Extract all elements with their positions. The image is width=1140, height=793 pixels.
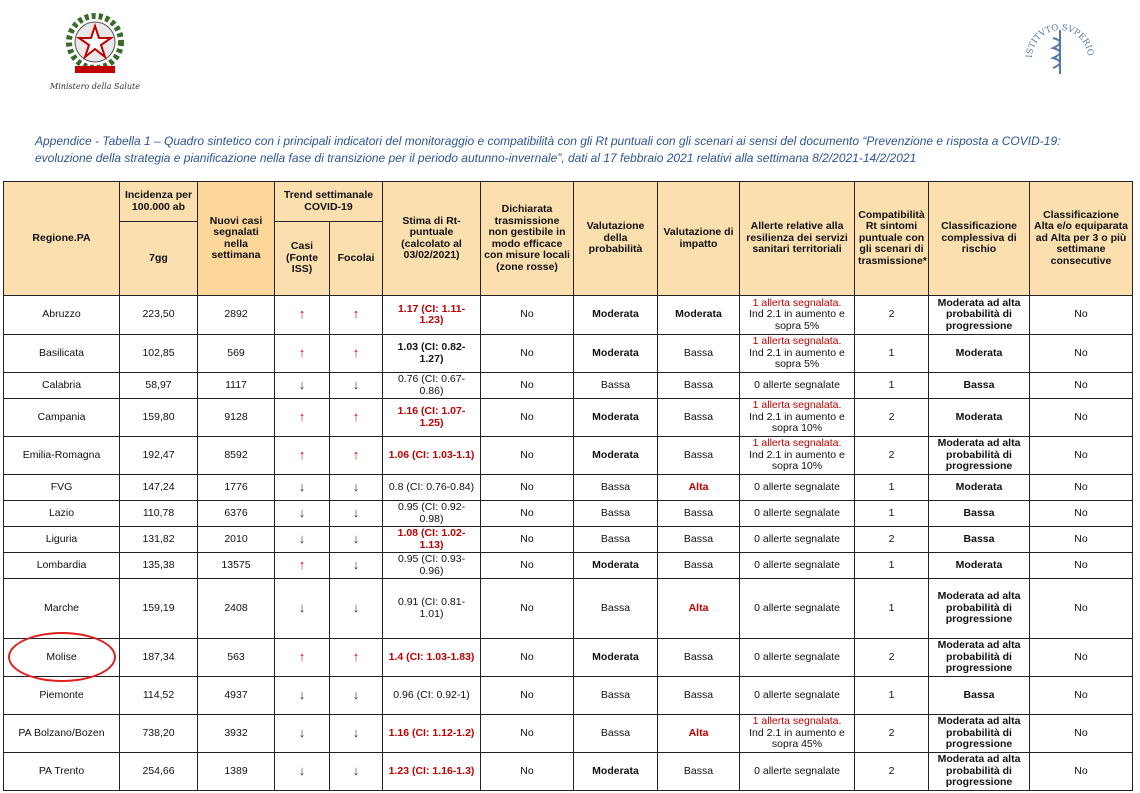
cell-probability: Bassa: [574, 527, 658, 553]
cell-incidence: 135,38: [120, 553, 198, 579]
cell-classification: Moderata: [929, 335, 1030, 373]
cell-region: Lombardia: [4, 553, 120, 579]
cell-trend-cases: [275, 296, 330, 335]
table-row: [4, 399, 1133, 437]
cell-incidence: 159,19: [120, 579, 198, 639]
cell-incidence: 58,97: [120, 373, 198, 399]
cell-incidence: 131,82: [120, 527, 198, 553]
cell-probability: Bassa: [574, 501, 658, 527]
cell-alerts: [740, 296, 855, 335]
cell-trend-cases: [275, 475, 330, 501]
cell-region: Liguria: [4, 527, 120, 553]
cell-probability: Moderata: [574, 639, 658, 677]
cell-declared: No: [481, 373, 574, 399]
cell-rt: 0.76 (CI: 0.67-0.86): [383, 373, 481, 399]
cell-classification: Moderata: [929, 399, 1030, 437]
cell-new-cases: 1117: [198, 373, 275, 399]
header-rt: Stima di Rt-puntuale (calcolato al 03/02/2021): [383, 182, 481, 296]
arrow-down-icon: ↓: [352, 599, 360, 615]
cell-new-cases: 9128: [198, 399, 275, 437]
cell-rt: 0.91 (CI: 0.81-1.01): [383, 579, 481, 639]
header-trend-cases: Casi (Fonte ISS): [275, 222, 330, 296]
cell-alerts: [740, 715, 855, 753]
cell-impact: Bassa: [658, 553, 740, 579]
arrow-up-icon: ↑: [298, 556, 306, 572]
alert-flag: 1 allerta segnalata.: [752, 399, 842, 412]
cell-impact: Bassa: [658, 527, 740, 553]
cell-new-cases: 1776: [198, 475, 275, 501]
cell-incidence: 187,34: [120, 639, 198, 677]
cell-new-cases: 2408: [198, 579, 275, 639]
header-compat: Compatibilità Rt sintomi puntuale con gli scenari di trasmissione*: [855, 182, 929, 296]
cell-alerts: [740, 501, 855, 527]
cell-trend-outbreaks: [330, 553, 383, 579]
cell-compat: 2: [855, 639, 929, 677]
cell-alerts: [740, 335, 855, 373]
cell-compat: 2: [855, 437, 929, 475]
cell-incidence: 110,78: [120, 501, 198, 527]
alert-text: 0 allerte segnalate: [754, 558, 840, 571]
alert-text: Ind 2.1 in aumento e sopra 10%: [749, 448, 845, 473]
cell-new-cases: 8592: [198, 437, 275, 475]
cell-alerts: [740, 677, 855, 715]
header-new-cases: Nuovi casi segnalati nella settimana: [198, 182, 275, 296]
cell-declared: No: [481, 475, 574, 501]
table-row: [4, 753, 1133, 791]
cell-high-class: No: [1030, 501, 1133, 527]
table-caption: Appendice - Tabella 1 – Quadro sintetico con i principali indicatori del monitoraggio e compatibilità con gli Rt puntuali con gli scenari ai sensi del documento “Prevenzione e risposta a COVID-19: evoluzione della strategia e pianificazione nella fase di transizione per il periodo autunno-invernale”, dati al 17 febbraio 2021 relativi alla settimana 8/2/2021-14/2/2021: [35, 134, 1061, 165]
arrow-down-icon: ↓: [298, 762, 306, 778]
cell-incidence: 223,50: [120, 296, 198, 335]
ministry-name: Ministero della Salute: [50, 82, 140, 91]
arrow-down-icon: ↓: [298, 504, 306, 520]
arrow-up-icon: ↑: [298, 408, 306, 424]
cell-probability: Bassa: [574, 677, 658, 715]
cell-declared: No: [481, 335, 574, 373]
page-header: [0, 0, 1140, 125]
cell-high-class: No: [1030, 579, 1133, 639]
cell-trend-cases: [275, 677, 330, 715]
arrow-up-icon: ↑: [298, 648, 306, 664]
cell-new-cases: 6376: [198, 501, 275, 527]
cell-classification: Moderata ad alta probabilità di progressione: [929, 715, 1030, 753]
cell-rt: 1.16 (CI: 1.12-1.2): [383, 715, 481, 753]
cell-classification: Moderata: [929, 475, 1030, 501]
arrow-down-icon: ↓: [352, 504, 360, 520]
header-incidence: Incidenza per 100.000 ab: [120, 182, 198, 222]
arrow-up-icon: ↑: [352, 344, 360, 360]
cell-classification: Moderata ad alta probabilità di progressione: [929, 639, 1030, 677]
cell-probability: Moderata: [574, 335, 658, 373]
arrow-down-icon: ↓: [298, 478, 306, 494]
cell-probability: Bassa: [574, 579, 658, 639]
cell-trend-cases: [275, 335, 330, 373]
cell-rt: 1.08 (CI: 1.02-1.13): [383, 527, 481, 553]
table-row: [4, 373, 1133, 399]
cell-trend-outbreaks: [330, 677, 383, 715]
header-trend: Trend settimanale COVID-19: [275, 182, 383, 222]
alert-flag: 1 allerta segnalata.: [752, 437, 842, 450]
cell-new-cases: 13575: [198, 553, 275, 579]
cell-alerts: [740, 527, 855, 553]
alert-text: 0 allerte segnalate: [754, 688, 840, 701]
cell-trend-cases: [275, 579, 330, 639]
cell-impact: Bassa: [658, 399, 740, 437]
table-row: [4, 335, 1133, 373]
cell-declared: No: [481, 501, 574, 527]
cell-region: Piemonte: [4, 677, 120, 715]
cell-trend-cases: [275, 639, 330, 677]
cell-classification: Bassa: [929, 677, 1030, 715]
cell-alerts: [740, 475, 855, 501]
header-alerts: Allerte relative alla resilienza dei servizi sanitari territoriali: [740, 182, 855, 296]
header-high-class: Classificazione Alta e/o equiparata ad Alta per 3 o più settimane consecutive: [1030, 182, 1133, 296]
arrow-down-icon: ↓: [298, 686, 306, 702]
header-trend-outbreaks: Focolai: [330, 222, 383, 296]
cell-classification: Bassa: [929, 373, 1030, 399]
cell-probability: Moderata: [574, 296, 658, 335]
cell-new-cases: 569: [198, 335, 275, 373]
alert-text: 0 allerte segnalate: [754, 650, 840, 663]
cell-trend-outbreaks: [330, 475, 383, 501]
cell-trend-outbreaks: [330, 715, 383, 753]
arrow-down-icon: ↓: [298, 724, 306, 740]
cell-rt: 1.03 (CI: 0.82-1.27): [383, 335, 481, 373]
header-declared: Dichiarata trasmissione non gestibile in modo efficace con misure locali (zone rosse): [481, 182, 574, 296]
cell-declared: No: [481, 437, 574, 475]
cell-trend-outbreaks: [330, 296, 383, 335]
alert-text: 0 allerte segnalate: [754, 506, 840, 519]
cell-trend-cases: [275, 501, 330, 527]
cell-rt: 0.95 (CI: 0.92-0.98): [383, 501, 481, 527]
cell-rt: 0.95 (CI: 0.93-0.96): [383, 553, 481, 579]
table-row: [4, 677, 1133, 715]
alert-text: Ind 2.1 in aumento e sopra 45%: [749, 726, 845, 751]
cell-alerts: [740, 399, 855, 437]
cell-incidence: 159,80: [120, 399, 198, 437]
cell-trend-cases: [275, 527, 330, 553]
cell-classification: Moderata ad alta probabilità di progressione: [929, 579, 1030, 639]
cell-probability: Moderata: [574, 553, 658, 579]
cell-impact: Bassa: [658, 677, 740, 715]
cell-compat: 1: [855, 579, 929, 639]
cell-probability: Bassa: [574, 715, 658, 753]
cell-incidence: 738,20: [120, 715, 198, 753]
cell-trend-cases: [275, 753, 330, 791]
cell-compat: 2: [855, 715, 929, 753]
cell-trend-cases: [275, 373, 330, 399]
alert-flag: 1 allerta segnalata.: [752, 715, 842, 728]
cell-high-class: No: [1030, 373, 1133, 399]
arrow-down-icon: ↓: [352, 724, 360, 740]
alert-text: 0 allerte segnalate: [754, 532, 840, 545]
cell-impact: Bassa: [658, 335, 740, 373]
cell-classification: Bassa: [929, 501, 1030, 527]
header-region: Regione.PA: [4, 182, 120, 296]
cell-region: PA Bolzano/Bozen: [4, 715, 120, 753]
cell-trend-cases: [275, 437, 330, 475]
cell-high-class: No: [1030, 475, 1133, 501]
cell-trend-outbreaks: [330, 437, 383, 475]
cell-high-class: No: [1030, 553, 1133, 579]
arrow-down-icon: ↓: [352, 478, 360, 494]
alert-text: Ind 2.1 in aumento e sopra 5%: [749, 308, 845, 332]
cell-new-cases: 1389: [198, 753, 275, 791]
arrow-down-icon: ↓: [298, 599, 306, 615]
cell-trend-outbreaks: [330, 579, 383, 639]
arrow-down-icon: ↓: [352, 376, 360, 392]
table-row: [4, 639, 1133, 677]
cell-alerts: [740, 373, 855, 399]
cell-declared: No: [481, 677, 574, 715]
arrow-down-icon: ↓: [298, 530, 306, 546]
arrow-up-icon: ↑: [352, 408, 360, 424]
cell-declared: No: [481, 296, 574, 335]
cell-rt: 1.4 (CI: 1.03-1.83): [383, 639, 481, 677]
table-body: [4, 296, 1133, 791]
cell-impact: Bassa: [658, 373, 740, 399]
header-probability: Valutazione della probabilità: [574, 182, 658, 296]
arrow-down-icon: ↓: [352, 530, 360, 546]
cell-probability: Moderata: [574, 437, 658, 475]
iss-logo: [1020, 8, 1100, 88]
cell-region: Marche: [4, 579, 120, 639]
arrow-up-icon: ↑: [298, 306, 306, 322]
cell-region: Abruzzo: [4, 296, 120, 335]
cell-incidence: 254,66: [120, 753, 198, 791]
table-row: [4, 715, 1133, 753]
table-row: [4, 527, 1133, 553]
monitoring-table: [3, 181, 1133, 791]
cell-classification: Moderata ad alta probabilità di progressione: [929, 296, 1030, 335]
cell-trend-outbreaks: [330, 527, 383, 553]
cell-rt: 0.96 (CI: 0.92-1): [383, 677, 481, 715]
arrow-down-icon: ↓: [298, 376, 306, 392]
cell-high-class: No: [1030, 715, 1133, 753]
cell-new-cases: 3932: [198, 715, 275, 753]
arrow-down-icon: ↓: [352, 686, 360, 702]
cell-probability: Bassa: [574, 373, 658, 399]
alert-flag: 1 allerta segnalata.: [752, 296, 842, 309]
cell-declared: No: [481, 399, 574, 437]
cell-impact: Alta: [658, 579, 740, 639]
cell-region: Calabria: [4, 373, 120, 399]
cell-rt: 1.23 (CI: 1.16-1.3): [383, 753, 481, 791]
table-row: [4, 501, 1133, 527]
cell-new-cases: 2010: [198, 527, 275, 553]
cell-alerts: [740, 437, 855, 475]
cell-region: FVG: [4, 475, 120, 501]
cell-trend-outbreaks: [330, 399, 383, 437]
cell-trend-cases: [275, 715, 330, 753]
alert-text: 0 allerte segnalate: [754, 378, 840, 391]
cell-high-class: No: [1030, 296, 1133, 335]
cell-alerts: [740, 753, 855, 791]
cell-impact: Bassa: [658, 437, 740, 475]
alert-text: Ind 2.1 in aumento e sopra 5%: [749, 346, 845, 371]
table-row: [4, 296, 1133, 335]
cell-rt: 1.16 (CI: 1.07-1.25): [383, 399, 481, 437]
table-row: [4, 579, 1133, 639]
arrow-up-icon: ↑: [298, 344, 306, 360]
cell-alerts: [740, 553, 855, 579]
cell-compat: 2: [855, 527, 929, 553]
cell-declared: No: [481, 753, 574, 791]
alert-text: Ind 2.1 in aumento e sopra 10%: [749, 410, 845, 435]
cell-declared: No: [481, 715, 574, 753]
cell-high-class: No: [1030, 335, 1133, 373]
cell-impact: Bassa: [658, 501, 740, 527]
cell-incidence: 192,47: [120, 437, 198, 475]
cell-classification: Bassa: [929, 527, 1030, 553]
cell-classification: Moderata ad alta probabilità di progressione: [929, 437, 1030, 475]
table-row: [4, 475, 1133, 501]
cell-compat: 1: [855, 373, 929, 399]
cell-rt: 1.06 (CI: 1.03-1.1): [383, 437, 481, 475]
table-row: [4, 553, 1133, 579]
cell-compat: 1: [855, 335, 929, 373]
cell-region: Campania: [4, 399, 120, 437]
cell-probability: Moderata: [574, 753, 658, 791]
cell-compat: 2: [855, 296, 929, 335]
cell-region: Lazio: [4, 501, 120, 527]
cell-compat: 2: [855, 753, 929, 791]
alert-text: 0 allerte segnalate: [754, 480, 840, 493]
cell-new-cases: 4937: [198, 677, 275, 715]
cell-rt: 0.8 (CI: 0.76-0.84): [383, 475, 481, 501]
cell-impact: Alta: [658, 715, 740, 753]
cell-declared: No: [481, 639, 574, 677]
cell-impact: Alta: [658, 475, 740, 501]
cell-high-class: No: [1030, 437, 1133, 475]
cell-high-class: No: [1030, 753, 1133, 791]
cell-trend-outbreaks: [330, 753, 383, 791]
cell-impact: Bassa: [658, 639, 740, 677]
cell-high-class: No: [1030, 399, 1133, 437]
cell-new-cases: 2892: [198, 296, 275, 335]
cell-declared: No: [481, 579, 574, 639]
alert-text: 0 allerte segnalate: [754, 764, 840, 777]
arrow-down-icon: ↓: [352, 556, 360, 572]
cell-classification: Moderata: [929, 553, 1030, 579]
cell-probability: Moderata: [574, 399, 658, 437]
iss-logo-text: ISTITVTO SVPERIO: [1024, 22, 1096, 59]
alert-flag: 1 allerta segnalata.: [752, 335, 842, 348]
cell-compat: 1: [855, 501, 929, 527]
arrow-up-icon: ↑: [352, 648, 360, 664]
header-classification: Classificazione complessiva di rischio: [929, 182, 1030, 296]
cell-trend-outbreaks: [330, 373, 383, 399]
cell-declared: No: [481, 553, 574, 579]
cell-probability: Bassa: [574, 475, 658, 501]
cell-declared: No: [481, 527, 574, 553]
table-row: [4, 437, 1133, 475]
arrow-up-icon: ↑: [352, 306, 360, 322]
cell-trend-cases: [275, 553, 330, 579]
cell-high-class: No: [1030, 677, 1133, 715]
alert-text: 0 allerte segnalate: [754, 601, 840, 614]
header-impact: Valutazione di impatto: [658, 182, 740, 296]
cell-region: PA Trento: [4, 753, 120, 791]
cell-impact: Moderata: [658, 296, 740, 335]
cell-trend-outbreaks: [330, 501, 383, 527]
cell-region: Molise: [4, 639, 120, 677]
cell-high-class: No: [1030, 527, 1133, 553]
cell-compat: 1: [855, 553, 929, 579]
arrow-up-icon: ↑: [352, 446, 360, 462]
cell-trend-outbreaks: [330, 639, 383, 677]
cell-alerts: [740, 579, 855, 639]
cell-incidence: 147,24: [120, 475, 198, 501]
cell-high-class: No: [1030, 639, 1133, 677]
cell-compat: 1: [855, 677, 929, 715]
cell-new-cases: 563: [198, 639, 275, 677]
cell-incidence: 102,85: [120, 335, 198, 373]
cell-alerts: [740, 639, 855, 677]
cell-region: Basilicata: [4, 335, 120, 373]
cell-region: Emilia-Romagna: [4, 437, 120, 475]
cell-rt: 1.17 (CI: 1.11-1.23): [383, 296, 481, 335]
cell-classification: Moderata ad alta probabilità di progressione: [929, 753, 1030, 791]
header-incidence-sub: 7gg: [120, 222, 198, 296]
arrow-up-icon: ↑: [298, 446, 306, 462]
cell-compat: 1: [855, 475, 929, 501]
arrow-down-icon: ↓: [352, 762, 360, 778]
cell-compat: 2: [855, 399, 929, 437]
cell-incidence: 114,52: [120, 677, 198, 715]
cell-impact: Bassa: [658, 753, 740, 791]
cell-trend-outbreaks: [330, 335, 383, 373]
cell-trend-cases: [275, 399, 330, 437]
